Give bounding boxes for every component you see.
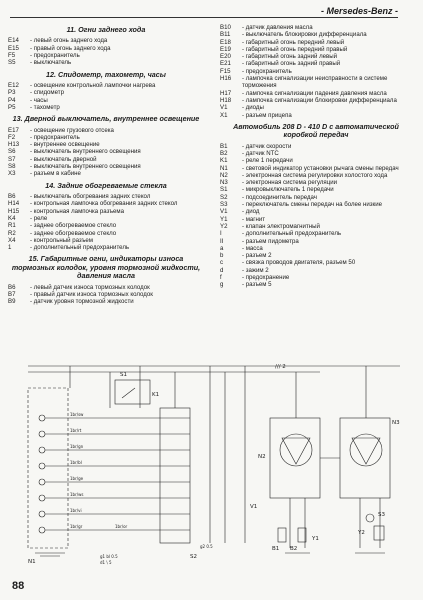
item-code: E19 [220, 45, 231, 53]
item-desc: - заднее обогреваемое стекло [30, 222, 117, 230]
item-code: X4 [8, 236, 16, 244]
item-desc: - лампочка сигнализации неисправности в системе торможения [242, 75, 388, 90]
list-item [220, 60, 412, 67]
item-code: b [220, 252, 224, 260]
item-code: R2 [8, 229, 16, 237]
item-desc: - габаритный огонь задний правый [242, 60, 341, 68]
list-item [8, 208, 204, 215]
item-code: g [220, 281, 224, 289]
item-desc: - контрольная лампочка разъема [30, 207, 125, 215]
item-code: H14 [8, 200, 20, 208]
header-rule [10, 17, 398, 18]
item-desc: - разъем в кабине [30, 170, 81, 178]
list-item [220, 150, 412, 157]
item-code: B6 [8, 193, 16, 201]
item-desc: - выключатель дверной [30, 155, 97, 163]
item-code: B1 [220, 142, 228, 150]
list-item [220, 90, 412, 97]
item-code: P3 [8, 89, 16, 97]
item-code: E20 [220, 53, 231, 61]
list-item [220, 252, 412, 259]
section-title: 15. Габаритные огни, индикаторы износа тормозных колодок, уровня тормозной жидкости, давления масла [11, 254, 201, 281]
list-item [8, 97, 204, 104]
section-automatic-gearbox [220, 123, 412, 289]
right-column [220, 24, 412, 293]
wire-label: 1br/gn [70, 444, 84, 449]
item-code: H18 [220, 96, 232, 104]
section-title: Автомобиль 208 D - 410 D с автоматической коробкой передач [233, 121, 399, 140]
label-y2: Y2 [358, 530, 365, 536]
wire-label: 1br/gr [70, 524, 83, 529]
item-desc: - разъем 2 [242, 252, 272, 260]
item-code: N3 [220, 179, 228, 187]
item-desc: - лампочка сигнализации падения давления масла [242, 89, 387, 97]
item-desc: - правый датчик износа тормозных колодок [30, 290, 153, 298]
list-item [220, 208, 412, 215]
wire-label: 1br/vi [70, 508, 82, 513]
list-item [8, 244, 204, 251]
label-y1: Y1 [312, 536, 319, 542]
list-item [8, 52, 204, 59]
item-desc: - предохранитель [242, 67, 292, 75]
item-desc: - габаритный огонь задний левый [242, 53, 338, 61]
item-desc: - диоды [242, 104, 264, 112]
item-code: S7 [8, 155, 16, 163]
list-item [8, 291, 204, 298]
item-code: a [220, 244, 224, 252]
section-speedometer [8, 71, 204, 112]
item-desc: - левый огонь заднего хода [30, 37, 108, 45]
list-item [8, 230, 204, 237]
item-code: Y1 [220, 215, 228, 223]
label-b1: B1 [272, 546, 280, 552]
list-item [220, 31, 412, 38]
item-desc: - переключатель смены передач на более низкие [242, 201, 382, 209]
item-code: X1 [220, 111, 228, 119]
item-code: N1 [220, 164, 228, 172]
list-item [8, 237, 204, 244]
item-desc: - дополнительный предохранитель [242, 230, 342, 238]
item-code: E17 [8, 126, 19, 134]
list-item [220, 274, 412, 281]
item-code: E18 [220, 38, 231, 46]
item-code: V1 [220, 104, 228, 112]
section-heated-glass [8, 182, 204, 252]
item-code: E21 [220, 60, 231, 68]
section-title: 11. Огни заднего хода [66, 25, 146, 34]
list-item [8, 148, 204, 155]
wire-label: 1br/sw [70, 412, 84, 417]
section-title: 14. Задние обогреваемые стекла [45, 180, 167, 190]
label-v1: V1 [250, 504, 258, 510]
item-desc: - выключатель внутреннего освещения [30, 148, 141, 156]
item-code: B2 [220, 149, 228, 157]
list-item [220, 186, 412, 193]
item-desc: - габаритный огонь передний правый [242, 45, 348, 53]
item-code: E15 [8, 44, 19, 52]
list-item [220, 104, 412, 111]
item-code: F5 [8, 52, 16, 59]
item-code: N2 [220, 171, 228, 179]
item-code: B9 [8, 298, 16, 306]
list-item [8, 193, 204, 200]
list-item [220, 165, 412, 172]
item-desc: - реле 1 передачи [242, 157, 293, 165]
item-code: B7 [8, 290, 16, 298]
label-b2: B2 [290, 546, 298, 552]
item-code: S3 [220, 201, 228, 209]
section-door-switch [8, 115, 204, 177]
label-s1: S1 [120, 372, 127, 378]
item-desc: - предохранитель [30, 133, 80, 141]
item-desc: - микровыключатель 1 передачи [242, 186, 334, 194]
item-desc: - клапан электромагнитный [242, 222, 320, 230]
item-code: H15 [8, 207, 20, 215]
list-item [8, 127, 204, 134]
list-item [8, 141, 204, 148]
label-s3: S3 [378, 512, 385, 518]
item-code: I [220, 230, 222, 238]
diagram-labels [20, 358, 410, 570]
list-item [220, 112, 412, 119]
item-code: d [220, 266, 224, 274]
item-desc: - контрольный разъем [30, 236, 93, 244]
page-number: 88 [12, 580, 25, 592]
item-code: f [220, 274, 222, 282]
item-code: R1 [8, 222, 16, 230]
list-item [220, 39, 412, 46]
list-item [8, 298, 204, 305]
item-code: E14 [8, 37, 19, 45]
list-item [8, 104, 204, 111]
list-item [220, 230, 412, 237]
list-item [8, 163, 204, 170]
item-code: 1 [8, 244, 12, 252]
list-item [220, 201, 412, 208]
list-item [8, 156, 204, 163]
list-item [220, 68, 412, 75]
item-desc: - разъем прицепа [242, 111, 292, 119]
list-item [8, 134, 204, 141]
item-desc: - световой индикатор установки рычага смены передач [242, 164, 399, 172]
item-code: P5 [8, 103, 16, 111]
label-k1: K1 [152, 392, 160, 398]
list-item [8, 82, 204, 89]
item-desc: - разъем 5 [242, 281, 272, 289]
list-item [220, 157, 412, 164]
item-desc: - масса [242, 244, 263, 252]
list-item [220, 143, 412, 150]
label-bottom-1: g1 bl 0.5 [100, 554, 118, 559]
item-desc: - предохранение [242, 274, 290, 282]
label-t: /// 2 [275, 364, 286, 370]
list-item [220, 179, 412, 186]
item-code: K1 [220, 157, 228, 165]
item-code: F2 [8, 133, 16, 141]
item-code: c [220, 259, 224, 267]
item-code: F15 [220, 67, 231, 75]
item-desc: - тахометр [30, 103, 60, 111]
list-item [8, 89, 204, 96]
item-code: B11 [220, 31, 231, 39]
item-desc: - левый датчик износа тормозных колодок [30, 283, 150, 291]
label-bottom-2: d1 \ 5 [100, 560, 112, 565]
item-desc: - габаритный огонь передний левый [242, 38, 345, 46]
item-desc: - внутреннее освещение [30, 141, 100, 149]
wire-color-labels [70, 412, 128, 529]
item-desc: - датчик уровня тормозной жидкости [30, 298, 134, 306]
wire-label: 1br/or [115, 524, 128, 529]
item-code: II [220, 237, 224, 245]
item-code: S8 [8, 163, 16, 171]
item-desc: - реле [30, 214, 48, 222]
label-n2: N2 [258, 454, 266, 460]
section-title: 13. Дверной выключатель, внутреннее освещение [12, 114, 200, 124]
item-desc: - лампочка сигнализации блокировки дифференциала [242, 96, 397, 104]
list-item [8, 170, 204, 177]
item-desc: - часы [30, 96, 48, 104]
item-desc: - связка проводов двигателя, разъем 50 [242, 259, 356, 267]
item-desc: - предохранитель [30, 52, 80, 59]
item-code: P4 [8, 96, 16, 104]
item-code: S1 [220, 186, 228, 194]
section-side-lights [8, 255, 204, 305]
list-item [8, 59, 204, 66]
section-side-lights-continued [220, 24, 412, 119]
item-code: E12 [8, 82, 19, 89]
item-code: X3 [8, 170, 16, 178]
wire-label: 1br/bl [70, 460, 82, 465]
label-bottom-3: g2 0.5 [200, 544, 213, 549]
wire-label: 1br/ws [70, 492, 84, 497]
item-code: Y2 [220, 222, 228, 230]
item-desc: - диод [242, 208, 260, 216]
wire-label: 1br/rt [70, 428, 82, 433]
item-desc: - датчик давления масла [242, 24, 313, 31]
list-item [8, 222, 204, 229]
item-code: V1 [220, 208, 228, 216]
item-desc: - магнит [242, 215, 266, 223]
item-code: K4 [8, 214, 16, 222]
list-item [220, 238, 412, 245]
list-item [8, 215, 204, 222]
label-n1: N1 [28, 559, 36, 565]
section-title: 12. Спидометр, тахометр, часы [46, 69, 166, 79]
list-item [220, 24, 412, 31]
list-item [8, 200, 204, 207]
item-desc: - заднее обогреваемое стекло [30, 229, 117, 237]
list-item [220, 194, 412, 201]
list-item [220, 259, 412, 266]
item-desc: - электронная система регуляции [242, 179, 338, 187]
item-desc: - выключатель обогревания задних стекол [30, 193, 151, 201]
item-code: B6 [8, 283, 16, 291]
item-code: S5 [8, 59, 16, 67]
item-desc: - освещение грузового отсека [30, 126, 114, 134]
item-code: H17 [220, 89, 232, 97]
label-n3: N3 [392, 420, 400, 426]
item-desc: - правый огонь заднего хода [30, 44, 111, 52]
item-desc: - разъем пидометра [242, 237, 299, 245]
item-desc: - датчик NTC [242, 149, 279, 157]
item-desc: - дополнительный предохранитель [30, 244, 130, 252]
item-desc: - выключатель внутреннего освещения [30, 163, 141, 171]
item-desc: - датчик скорости [242, 142, 292, 150]
item-code: B10 [220, 24, 231, 31]
section-rear-lights [8, 26, 204, 67]
label-s2: S2 [190, 554, 197, 560]
list-item [220, 216, 412, 223]
list-item [220, 281, 412, 288]
brand-header: - Mersedes-Benz - [320, 6, 398, 16]
list-item [8, 37, 204, 44]
list-item [220, 267, 412, 274]
item-code: H13 [8, 141, 20, 149]
item-code: S2 [220, 193, 228, 201]
list-item [220, 245, 412, 252]
list-item [220, 223, 412, 230]
list-item [8, 45, 204, 52]
item-desc: - электронная система регулировки холостого хода [242, 171, 388, 179]
item-desc: - подсоединитель передач [242, 193, 317, 201]
item-desc: - освещение контрольной лампочки нагрева [30, 82, 156, 89]
item-desc: - зажим 2 [242, 266, 269, 274]
item-desc: - выключатель [30, 59, 72, 67]
list-item [220, 46, 412, 53]
list-item [8, 284, 204, 291]
list-item [220, 75, 412, 90]
list-item [220, 97, 412, 104]
item-code: S6 [8, 148, 16, 156]
list-item [220, 172, 412, 179]
item-desc: - спидометр [30, 89, 64, 97]
item-desc: - выключатель блокировки дифференциала [242, 31, 367, 39]
left-column [8, 24, 204, 310]
list-item [220, 53, 412, 60]
item-desc: - контрольная лампочка обогревания задних стекол [30, 200, 178, 208]
item-code: H16 [220, 75, 232, 83]
wire-label: 1br/ge [70, 476, 84, 481]
